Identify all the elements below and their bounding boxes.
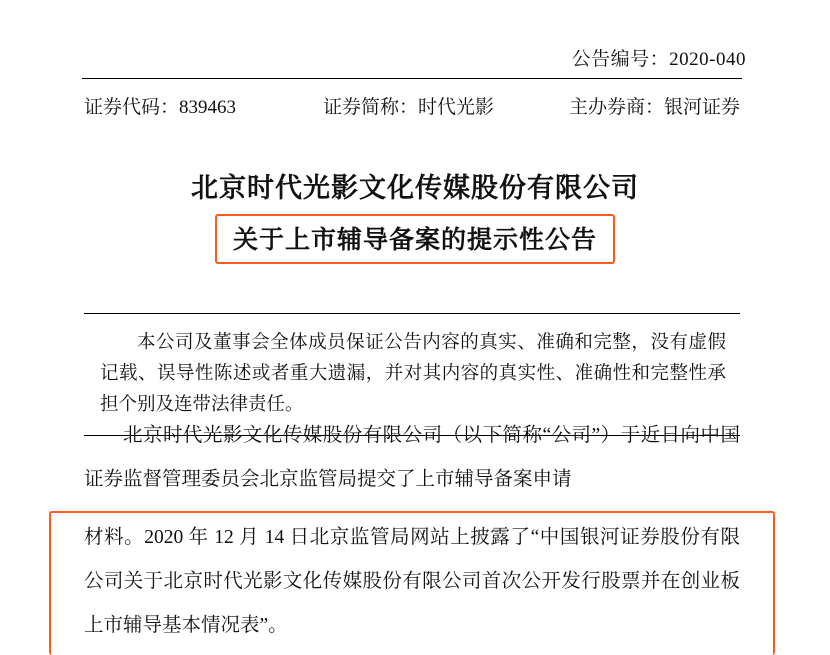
security-code-value: 839463 bbox=[179, 97, 237, 118]
security-name-value: 时代光影 bbox=[417, 97, 494, 118]
security-code-label: 证券代码： bbox=[84, 97, 180, 118]
security-name-label: 证券简称： bbox=[322, 97, 418, 118]
disclaimer-text: 本公司及董事会全体成员保证公告内容的真实、准确和完整，没有虚假记载、误导性陈述或者重大遗漏，并对其内容的真实性、准确性和完整性承担个别及连带法律责任。 bbox=[100, 333, 726, 415]
sponsor-broker bbox=[569, 92, 740, 119]
security-name bbox=[323, 92, 494, 119]
highlighted-subtitle: 关于上市辅导备案的提示性公告 bbox=[215, 214, 615, 264]
body-paragraph-1: 北京时代光影文化传媒股份有限公司（以下简称“公司”）于近日向中国证券监督管理委员会北京监管局提交了上市辅导备案申请 bbox=[84, 425, 740, 490]
announcement-number-label: 公告编号： bbox=[571, 49, 670, 70]
page-title: 北京时代光影文化传媒股份有限公司 bbox=[191, 173, 639, 203]
sponsor-broker-value: 银河证券 bbox=[663, 97, 740, 118]
body-paragraph-2: 材料。2020 年 12 月 14 日北京监管局网站上披露了“中国银河证券股份有限公司关于北京时代光影文化传媒股份有限公司首次公开发行股票并在创业板上市辅导基本情况表”。 bbox=[84, 527, 740, 636]
sponsor-broker-label: 主办券商： bbox=[568, 97, 664, 118]
security-info-row bbox=[84, 92, 740, 119]
subtitle-container bbox=[0, 214, 830, 264]
security-code bbox=[84, 92, 236, 119]
announcement-number bbox=[572, 44, 746, 71]
announcement-number-value: 2020-040 bbox=[669, 49, 746, 70]
header-divider bbox=[82, 78, 742, 79]
